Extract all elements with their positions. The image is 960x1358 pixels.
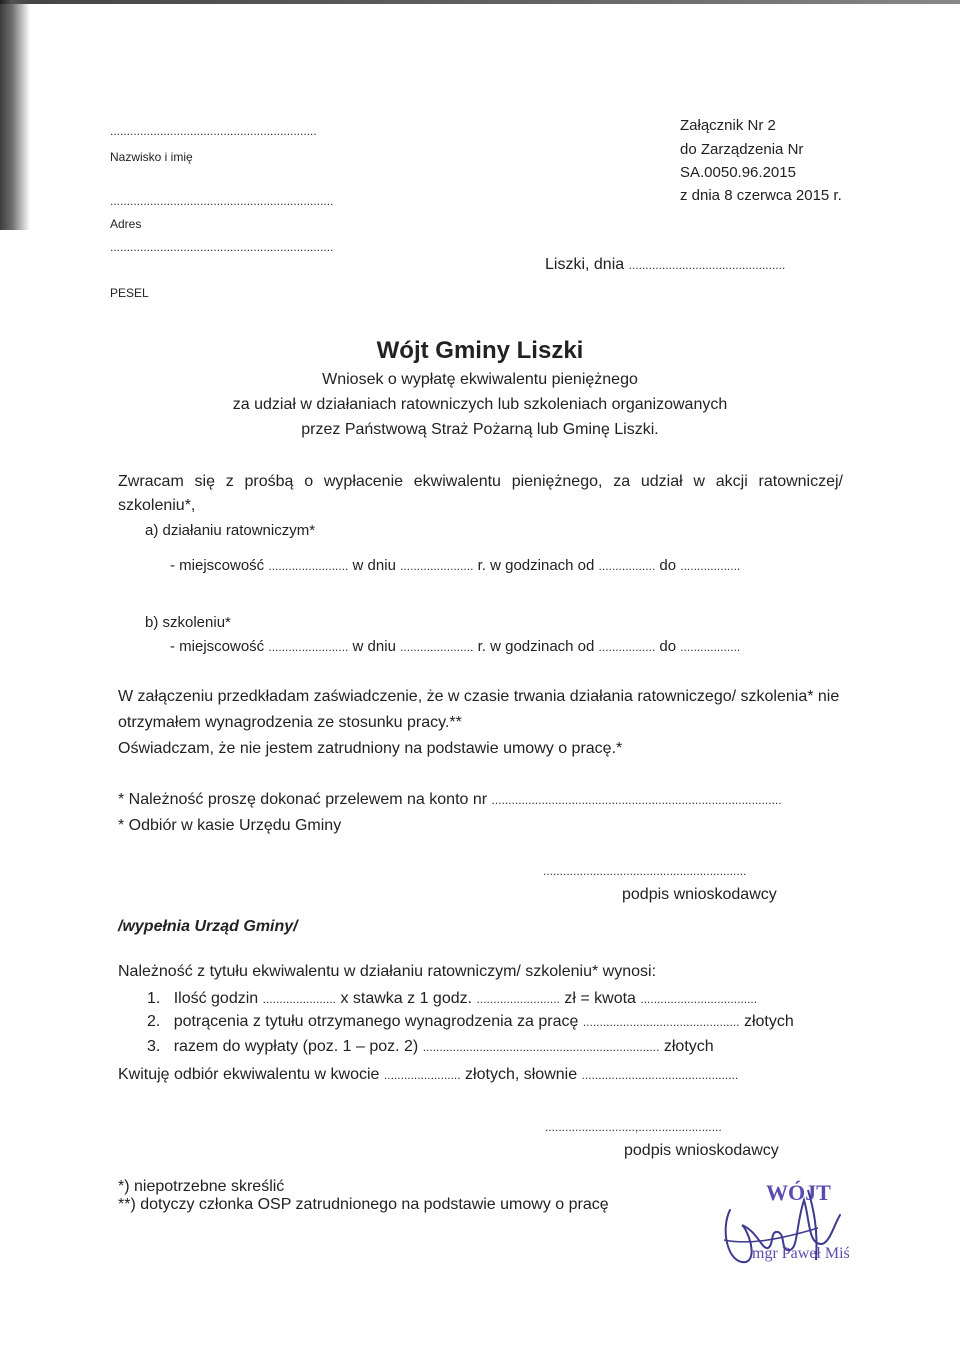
title-sub1: Wniosek o wypłatę ekwiwalentu pieniężnego: [322, 371, 638, 388]
pesel-dots: ...................................................................: [110, 240, 334, 254]
item1-amount-label: zł = kwota: [564, 990, 636, 1007]
scan-top-edge: [0, 0, 960, 4]
date-line: [545, 256, 785, 274]
scan-left-shadow: [0, 0, 30, 230]
request-line1: Zwracam się z prośbą o wypłacenie ekwiwalentu pieniężnego, za udział w akcji ratowniczej/: [118, 473, 843, 490]
item3-unit: złotych: [663, 1038, 714, 1055]
item1-hours-label: Ilość godzin: [173, 990, 259, 1007]
request-line2: szkoleniu*,: [118, 497, 196, 514]
option-b-fields: [170, 638, 740, 655]
office-item3: [147, 1038, 714, 1056]
a-to-dots: ..................: [680, 559, 741, 573]
receipt-amount-dots: .......................: [383, 1068, 461, 1082]
a-hours-label: r. w godzinach od: [477, 557, 595, 574]
date-dots: ...............................................: [628, 258, 786, 272]
item2-label: potrącenia z tytułu otrzymanego wynagrodzenia za pracę: [173, 1013, 579, 1030]
a-from-dots: .................: [598, 559, 656, 573]
item3-dots: .......................................................................: [422, 1040, 660, 1054]
annex-line4: z dnia 8 czerwca 2015 r.: [680, 187, 842, 204]
title-sub2: za udział w działaniach ratowniczych lub szkoleniach organizowanych: [232, 396, 728, 413]
stamp-top-text: WÓJT: [766, 1180, 831, 1205]
a-day-label: w dniu: [352, 557, 396, 574]
b-to-label: do: [659, 638, 677, 655]
signature2-label: podpis wnioskodawcy: [624, 1142, 779, 1159]
a-place-dots: ........................: [268, 559, 349, 573]
title-sub3: przez Państwową Straż Pożarną lub Gminę Liszki.: [301, 421, 659, 438]
address-label: Adres: [110, 217, 142, 231]
item2-number: 2.: [147, 1013, 161, 1030]
stamp-bottom-text: mgr Paweł Miś: [752, 1245, 850, 1262]
item1-rate-dots: .........................: [476, 992, 560, 1006]
annex-line2: do Zarządzenia Nr: [680, 141, 804, 158]
a-to-label: do: [659, 557, 677, 574]
date-label: Liszki, dnia: [545, 256, 625, 273]
item1-amount-dots: ...................................: [640, 992, 758, 1006]
b-place-label: - miejscowość: [170, 638, 265, 655]
option-a-label: a) działaniu ratowniczym*: [145, 522, 316, 539]
footnote2: **) dotyczy członka OSP zatrudnionego na podstawie umowy o pracę: [118, 1196, 609, 1213]
b-day-dots: ......................: [400, 640, 474, 654]
b-to-dots: ..................: [680, 640, 741, 654]
annex-line1: Załącznik Nr 2: [680, 117, 776, 134]
statement-line1: W załączeniu przedkładam zaświadczenie, że w czasie trwania działania ratowniczego/ szkolenia* nie: [118, 688, 840, 705]
item3-label: razem do wypłaty (poz. 1 – poz. 2): [173, 1038, 419, 1055]
payment-transfer: [118, 791, 782, 809]
office-item2: [147, 1013, 794, 1031]
item1-number: 1.: [147, 990, 161, 1007]
name-label: Nazwisko i imię: [110, 150, 193, 164]
footnote1: *) niepotrzebne skreślić: [118, 1178, 285, 1195]
item2-dots: ...............................................: [582, 1015, 740, 1029]
statement-line2: otrzymałem wynagrodzenia ze stosunku pracy.**: [118, 714, 462, 731]
office-intro: Należność z tytułu ekwiwalentu w działaniu ratowniczym/ szkoleniu* wynosi:: [118, 963, 657, 980]
option-b-label: b) szkoleniu*: [145, 614, 231, 631]
page-title: Wójt Gminy Liszki: [376, 337, 584, 364]
b-place-dots: ........................: [268, 640, 349, 654]
receipt-line: [118, 1066, 738, 1084]
b-hours-label: r. w godzinach od: [477, 638, 595, 655]
name-dots: ..............................................................: [110, 124, 317, 138]
account-dots: .......................................................................................: [491, 793, 782, 807]
annex-line3: SA.0050.96.2015: [680, 164, 796, 181]
item2-unit: złotych: [743, 1013, 794, 1030]
a-day-dots: ......................: [400, 559, 474, 573]
office-heading: /wypełnia Urząd Gminy/: [118, 918, 298, 935]
item1-hours-dots: ......................: [262, 992, 336, 1006]
office-item1: [147, 990, 757, 1008]
item3-number: 3.: [147, 1038, 161, 1055]
b-from-dots: .................: [598, 640, 656, 654]
signature-scribble: [718, 1170, 868, 1300]
item1-rate-label: x stawka z 1 godz.: [340, 990, 473, 1007]
statement-line3: Oświadczam, że nie jestem zatrudniony na podstawie umowy o pracę.*: [118, 740, 623, 757]
receipt-label: Kwituję odbiór ekwiwalentu w kwocie: [118, 1066, 380, 1083]
signature1-label: podpis wnioskodawcy: [622, 886, 777, 903]
a-place-label: - miejscowość: [170, 557, 265, 574]
signature2-dots: ...........................,.........................: [545, 1120, 722, 1134]
pesel-label: PESEL: [110, 286, 149, 300]
signature1-dots: .............................................................: [543, 864, 747, 878]
payment-cash: * Odbiór w kasie Urzędu Gminy: [118, 817, 342, 834]
mayor-stamp-signature: [718, 1170, 868, 1300]
address-dots: ...................................................................: [110, 194, 334, 208]
b-day-label: w dniu: [352, 638, 396, 655]
receipt-words-dots: ...............................................: [581, 1068, 739, 1082]
option-a-fields: [170, 557, 740, 574]
receipt-words-label: złotych, słownie: [465, 1066, 578, 1083]
payment-transfer-label: * Należność proszę dokonać przelewem na konto nr: [118, 791, 488, 808]
